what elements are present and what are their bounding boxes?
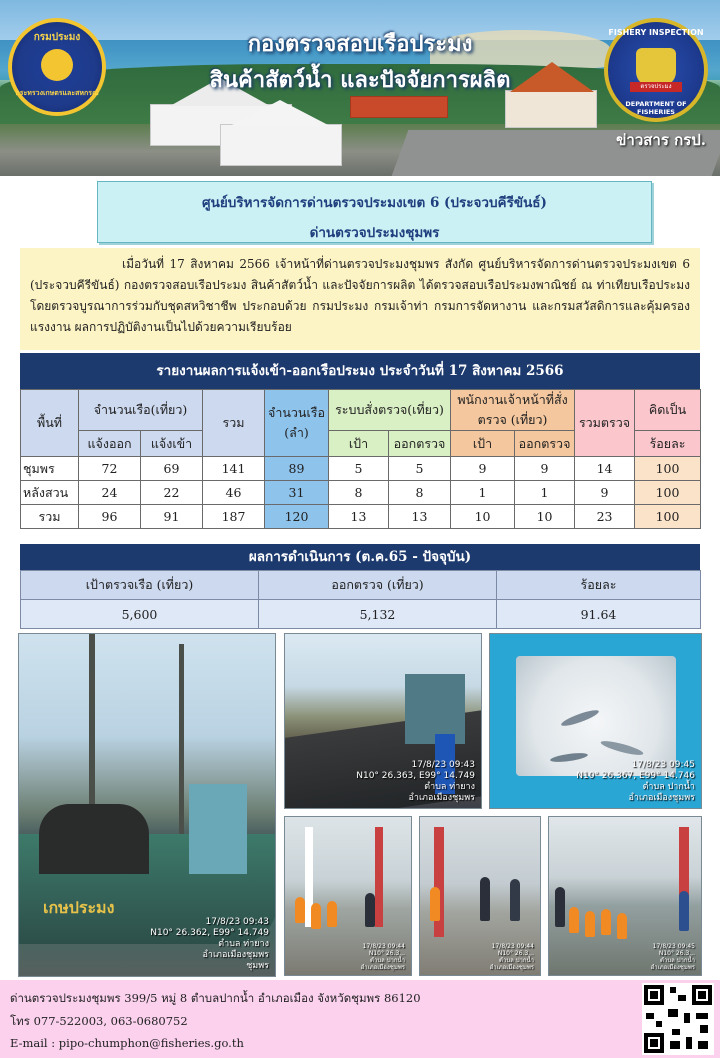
header-officer-inspected: ออกตรวจ bbox=[515, 431, 575, 457]
stamp-line: 17/8/23 09:45 bbox=[652, 943, 695, 950]
logo-right-bottom-text: DEPARTMENT OF FISHERIES bbox=[625, 100, 687, 116]
qr-module bbox=[670, 987, 676, 993]
temple-roof bbox=[230, 100, 330, 126]
logo-left-top-text: กรมประมง bbox=[33, 32, 81, 43]
officer-person bbox=[679, 891, 689, 931]
qr-finder-core bbox=[650, 991, 658, 999]
row-off-inspected: 1 bbox=[515, 481, 575, 505]
results-value-target: 5,600 bbox=[21, 600, 259, 629]
crew-person bbox=[430, 887, 440, 921]
qr-module bbox=[700, 1025, 708, 1033]
header-percent-line2: ร้อยละ bbox=[635, 431, 701, 457]
row-sum: 9 bbox=[575, 481, 635, 505]
operation-results bbox=[20, 544, 700, 624]
photo-crew-group bbox=[284, 816, 412, 976]
row-off-target: 1 bbox=[451, 481, 515, 505]
stamp-line: 17/8/23 09:44 bbox=[491, 943, 534, 950]
header-system: ระบบสั่งตรวจ(เที่ยว) bbox=[329, 390, 451, 431]
crew-person bbox=[327, 901, 337, 927]
footer-email[interactable]: E-mail : pipo-chumphon@fisheries.go.th bbox=[10, 1036, 244, 1050]
news-label: ข่าวสาร กรป. bbox=[616, 131, 706, 149]
qr-module bbox=[656, 1021, 662, 1027]
header-officer bbox=[451, 390, 575, 431]
results-header-percent: ร้อยละ bbox=[497, 571, 701, 600]
logo-right-band: ตรวจประมง bbox=[630, 82, 682, 92]
row-off-inspected: 10 bbox=[515, 505, 575, 529]
row-total: 187 bbox=[203, 505, 265, 529]
fishery-inspection-logo bbox=[604, 18, 708, 122]
qr-module bbox=[696, 1013, 708, 1019]
officer-person bbox=[480, 877, 490, 921]
row-sum: 14 bbox=[575, 457, 635, 481]
stamp-line: ตำบล ท่ายาง bbox=[218, 939, 269, 949]
row-percent: 100 bbox=[635, 505, 701, 529]
table-row bbox=[21, 481, 701, 505]
qr-code-icon[interactable] bbox=[642, 983, 714, 1055]
row-sys-inspected: 8 bbox=[389, 481, 451, 505]
photo-inspection bbox=[419, 816, 541, 976]
header-percent-line1: คิดเป็น bbox=[635, 390, 701, 431]
row-percent: 100 bbox=[635, 457, 701, 481]
row-out: 96 bbox=[79, 505, 141, 529]
photo-crew-lineup bbox=[548, 816, 702, 976]
footer-phone: โทร 077-522003, 063-0680752 bbox=[10, 1014, 188, 1028]
stamp-line: อำเภอเมืองชุมพร bbox=[408, 793, 475, 803]
stamp-line: N10° 26.362, E99° 14.749 bbox=[150, 928, 269, 938]
footer-address: ด่านตรวจประมงชุมพร 399/5 หมู่ 8 ตำบลปากน้ำ อำเภอเมือง จังหวัดชุมพร 86120 bbox=[10, 991, 421, 1005]
row-sum: 23 bbox=[575, 505, 635, 529]
stamp-line: อำเภอเมืองชุมพร bbox=[489, 964, 534, 971]
results-header-inspected: ออกตรวจ (เที่ยว) bbox=[259, 571, 497, 600]
boat-mast bbox=[179, 644, 184, 844]
qr-module bbox=[672, 1029, 680, 1035]
shield-icon bbox=[636, 48, 676, 86]
stamp-line: ตำบล ท่ายาง bbox=[424, 782, 475, 792]
stamp-line: 17/8/23 09:43 bbox=[205, 917, 269, 927]
stamp-line: ตำบล ปากน้ำ bbox=[370, 957, 405, 964]
crew-person bbox=[295, 897, 305, 923]
header-vessels-line1: จำนวนเรือ bbox=[268, 405, 325, 420]
boat-cabin bbox=[189, 784, 247, 874]
header-boats: จำนวนเรือ(เที่ยว) bbox=[79, 390, 203, 431]
row-sys-target: 8 bbox=[329, 481, 389, 505]
crew-person bbox=[601, 909, 611, 935]
photo-timestamp bbox=[356, 760, 475, 804]
royal-seal-icon bbox=[41, 49, 73, 81]
news-description bbox=[20, 248, 700, 350]
results-value-inspected: 5,132 bbox=[259, 600, 497, 629]
stamp-line: อำเภอเมืองชุมพร bbox=[360, 964, 405, 971]
row-in: 22 bbox=[141, 481, 203, 505]
crew-person bbox=[585, 911, 595, 937]
header-area: พื้นที่ bbox=[21, 390, 79, 457]
header-officer-line1: พนักงานเจ้าหน้าที่สั่ง bbox=[457, 392, 568, 407]
row-sys-inspected: 13 bbox=[389, 505, 451, 529]
logo-left-bottom-text: กระทรวงเกษตรและสหกรณ์ bbox=[15, 89, 99, 97]
officer-person bbox=[510, 879, 520, 921]
header-officer-line2: ตรวจ (เที่ยว) bbox=[477, 412, 548, 427]
temple-building bbox=[220, 124, 342, 166]
row-off-inspected: 9 bbox=[515, 457, 575, 481]
banner-title-line1: กองตรวจสอบเรือประมง bbox=[247, 31, 473, 57]
report-table bbox=[20, 389, 701, 529]
table-row bbox=[21, 457, 701, 481]
row-sys-inspected: 5 bbox=[389, 457, 451, 481]
qr-module bbox=[678, 995, 686, 1001]
header-system-target: เป้า bbox=[329, 431, 389, 457]
results-header-target: เป้าตรวจเรือ (เที่ยว) bbox=[21, 571, 259, 600]
row-area: หลังสวน bbox=[21, 481, 79, 505]
stamp-line: ชุมพร bbox=[246, 961, 269, 971]
row-sys-target: 5 bbox=[329, 457, 389, 481]
ice-box bbox=[516, 656, 676, 776]
results-table bbox=[20, 570, 701, 629]
photo-timestamp bbox=[576, 760, 695, 804]
row-off-target: 10 bbox=[451, 505, 515, 529]
row-total: 46 bbox=[203, 481, 265, 505]
photo-fish-catch bbox=[489, 633, 702, 809]
office-title-line2: ด่านตรวจประมงชุมพร bbox=[309, 225, 440, 241]
header-vessels bbox=[265, 390, 329, 457]
row-in: 91 bbox=[141, 505, 203, 529]
row-vessels: 31 bbox=[265, 481, 329, 505]
stamp-line: N10° 26.3... bbox=[658, 950, 695, 957]
results-title: ผลการดำเนินการ (ต.ค.65 - ปัจจุบัน) bbox=[20, 544, 700, 570]
footer-contact bbox=[0, 980, 720, 1058]
office-title-line1: ศูนย์บริหารจัดการด่านตรวจประมงเขต 6 (ประจวบคีรีขันธ์) bbox=[202, 195, 547, 211]
stamp-line: อำเภอเมืองชุมพร bbox=[650, 964, 695, 971]
boat-name: เกษประมง bbox=[43, 898, 115, 917]
description-text: เมื่อวันที่ 17 สิงหาคม 2566 เจ้าหน้าที่ด่านตรวจประมงชุมพร สังกัด ศูนย์บริหารจัดการด่านตรวจประมงเขต 6 (ประจวบคีรีขันธ์) กองตรวจสอบเรือประมง สินค้าสัตว์น้ำ และปัจจัยการผลิต ได้ตรวจสอบเรือประมงพาณิชย์ ณ ท่าเทียบเรือประมง โดยตรวจบูรณาการร่วมกับชุดสหวิชาชีพ ประกอบด้วย กรมประมง กรมเจ้าท่า กรมการจัดหางาน และกรมสวัสดิการและคุ้มครองแรงงาน ผลการปฏิบัติงานเป็นไปด้วยความเรียบร้อย bbox=[30, 257, 690, 334]
stamp-line: N10° 26.3... bbox=[497, 950, 534, 957]
qr-module bbox=[684, 1013, 690, 1023]
office-title-box bbox=[97, 181, 652, 243]
photo-timestamp bbox=[150, 917, 269, 972]
qr-module bbox=[646, 1013, 654, 1019]
results-value-percent: 91.64 bbox=[497, 600, 701, 629]
stamp-line: 17/8/23 09:44 bbox=[362, 943, 405, 950]
row-out: 72 bbox=[79, 457, 141, 481]
photo-timestamp bbox=[490, 943, 534, 971]
qr-finder-core bbox=[650, 1039, 658, 1047]
qr-module bbox=[670, 1041, 680, 1049]
row-area: รวม bbox=[21, 505, 79, 529]
report-title: รายงานผลการแจ้งเข้า-ออกเรือประมง ประจำวันที่ 17 สิงหาคม 2566 bbox=[20, 353, 700, 389]
qr-module bbox=[686, 1037, 692, 1049]
banner-title-line2: สินค้าสัตว์น้ำ และปัจจัยการผลิต bbox=[209, 67, 511, 93]
header-banner bbox=[0, 0, 720, 176]
header-officer-target: เป้า bbox=[451, 431, 515, 457]
stamp-line: ตำบล ปากน้ำ bbox=[499, 957, 534, 964]
qr-module bbox=[698, 1041, 708, 1049]
stamp-line: อำเภอเมืองชุมพร bbox=[628, 793, 695, 803]
stamp-line: 17/8/23 09:43 bbox=[411, 760, 475, 770]
photo-boat-deck bbox=[284, 633, 482, 809]
photo-timestamp bbox=[651, 943, 695, 971]
header-out: แจ้งออก bbox=[79, 431, 141, 457]
header-vessels-line2: (ลำ) bbox=[284, 425, 309, 440]
crew-person bbox=[569, 907, 579, 933]
row-area: ชุมพร bbox=[21, 457, 79, 481]
department-of-fisheries-logo bbox=[8, 18, 106, 116]
stamp-line: อำเภอเมืองชุมพร bbox=[202, 950, 269, 960]
row-total: 141 bbox=[203, 457, 265, 481]
photo-fishing-boat bbox=[18, 633, 276, 977]
row-vessels: 89 bbox=[265, 457, 329, 481]
row-vessels: 120 bbox=[265, 505, 329, 529]
officer-person bbox=[555, 887, 565, 927]
crew-person bbox=[617, 913, 627, 939]
row-in: 69 bbox=[141, 457, 203, 481]
row-sys-target: 13 bbox=[329, 505, 389, 529]
fishing-net bbox=[39, 804, 149, 874]
table-row bbox=[21, 505, 701, 529]
daily-report bbox=[20, 353, 700, 543]
header-in: แจ้งเข้า bbox=[141, 431, 203, 457]
stamp-line: N10° 26.367, E99° 14.746 bbox=[576, 771, 695, 781]
header-system-inspected: ออกตรวจ bbox=[389, 431, 451, 457]
qr-module bbox=[668, 1009, 678, 1017]
row-out: 24 bbox=[79, 481, 141, 505]
officer-person bbox=[365, 893, 375, 927]
temple-building bbox=[350, 96, 448, 118]
qr-finder-core bbox=[698, 991, 706, 999]
stamp-line: N10° 26.3... bbox=[368, 950, 405, 957]
stamp-line: ตำบล ปากน้ำ bbox=[660, 957, 695, 964]
logo-right-top-text: FISHERY INSPECTION bbox=[608, 28, 704, 37]
stamp-line: ตำบล ปากน้ำ bbox=[642, 782, 695, 792]
stamp-line: N10° 26.363, E99° 14.749 bbox=[356, 771, 475, 781]
row-off-target: 9 bbox=[451, 457, 515, 481]
stamp-line: 17/8/23 09:45 bbox=[631, 760, 695, 770]
pillar bbox=[375, 827, 383, 927]
header-sum-inspect: รวมตรวจ bbox=[575, 390, 635, 457]
row-percent: 100 bbox=[635, 481, 701, 505]
header-total: รวม bbox=[203, 390, 265, 457]
crew-person bbox=[311, 903, 321, 929]
photo-timestamp bbox=[361, 943, 405, 971]
